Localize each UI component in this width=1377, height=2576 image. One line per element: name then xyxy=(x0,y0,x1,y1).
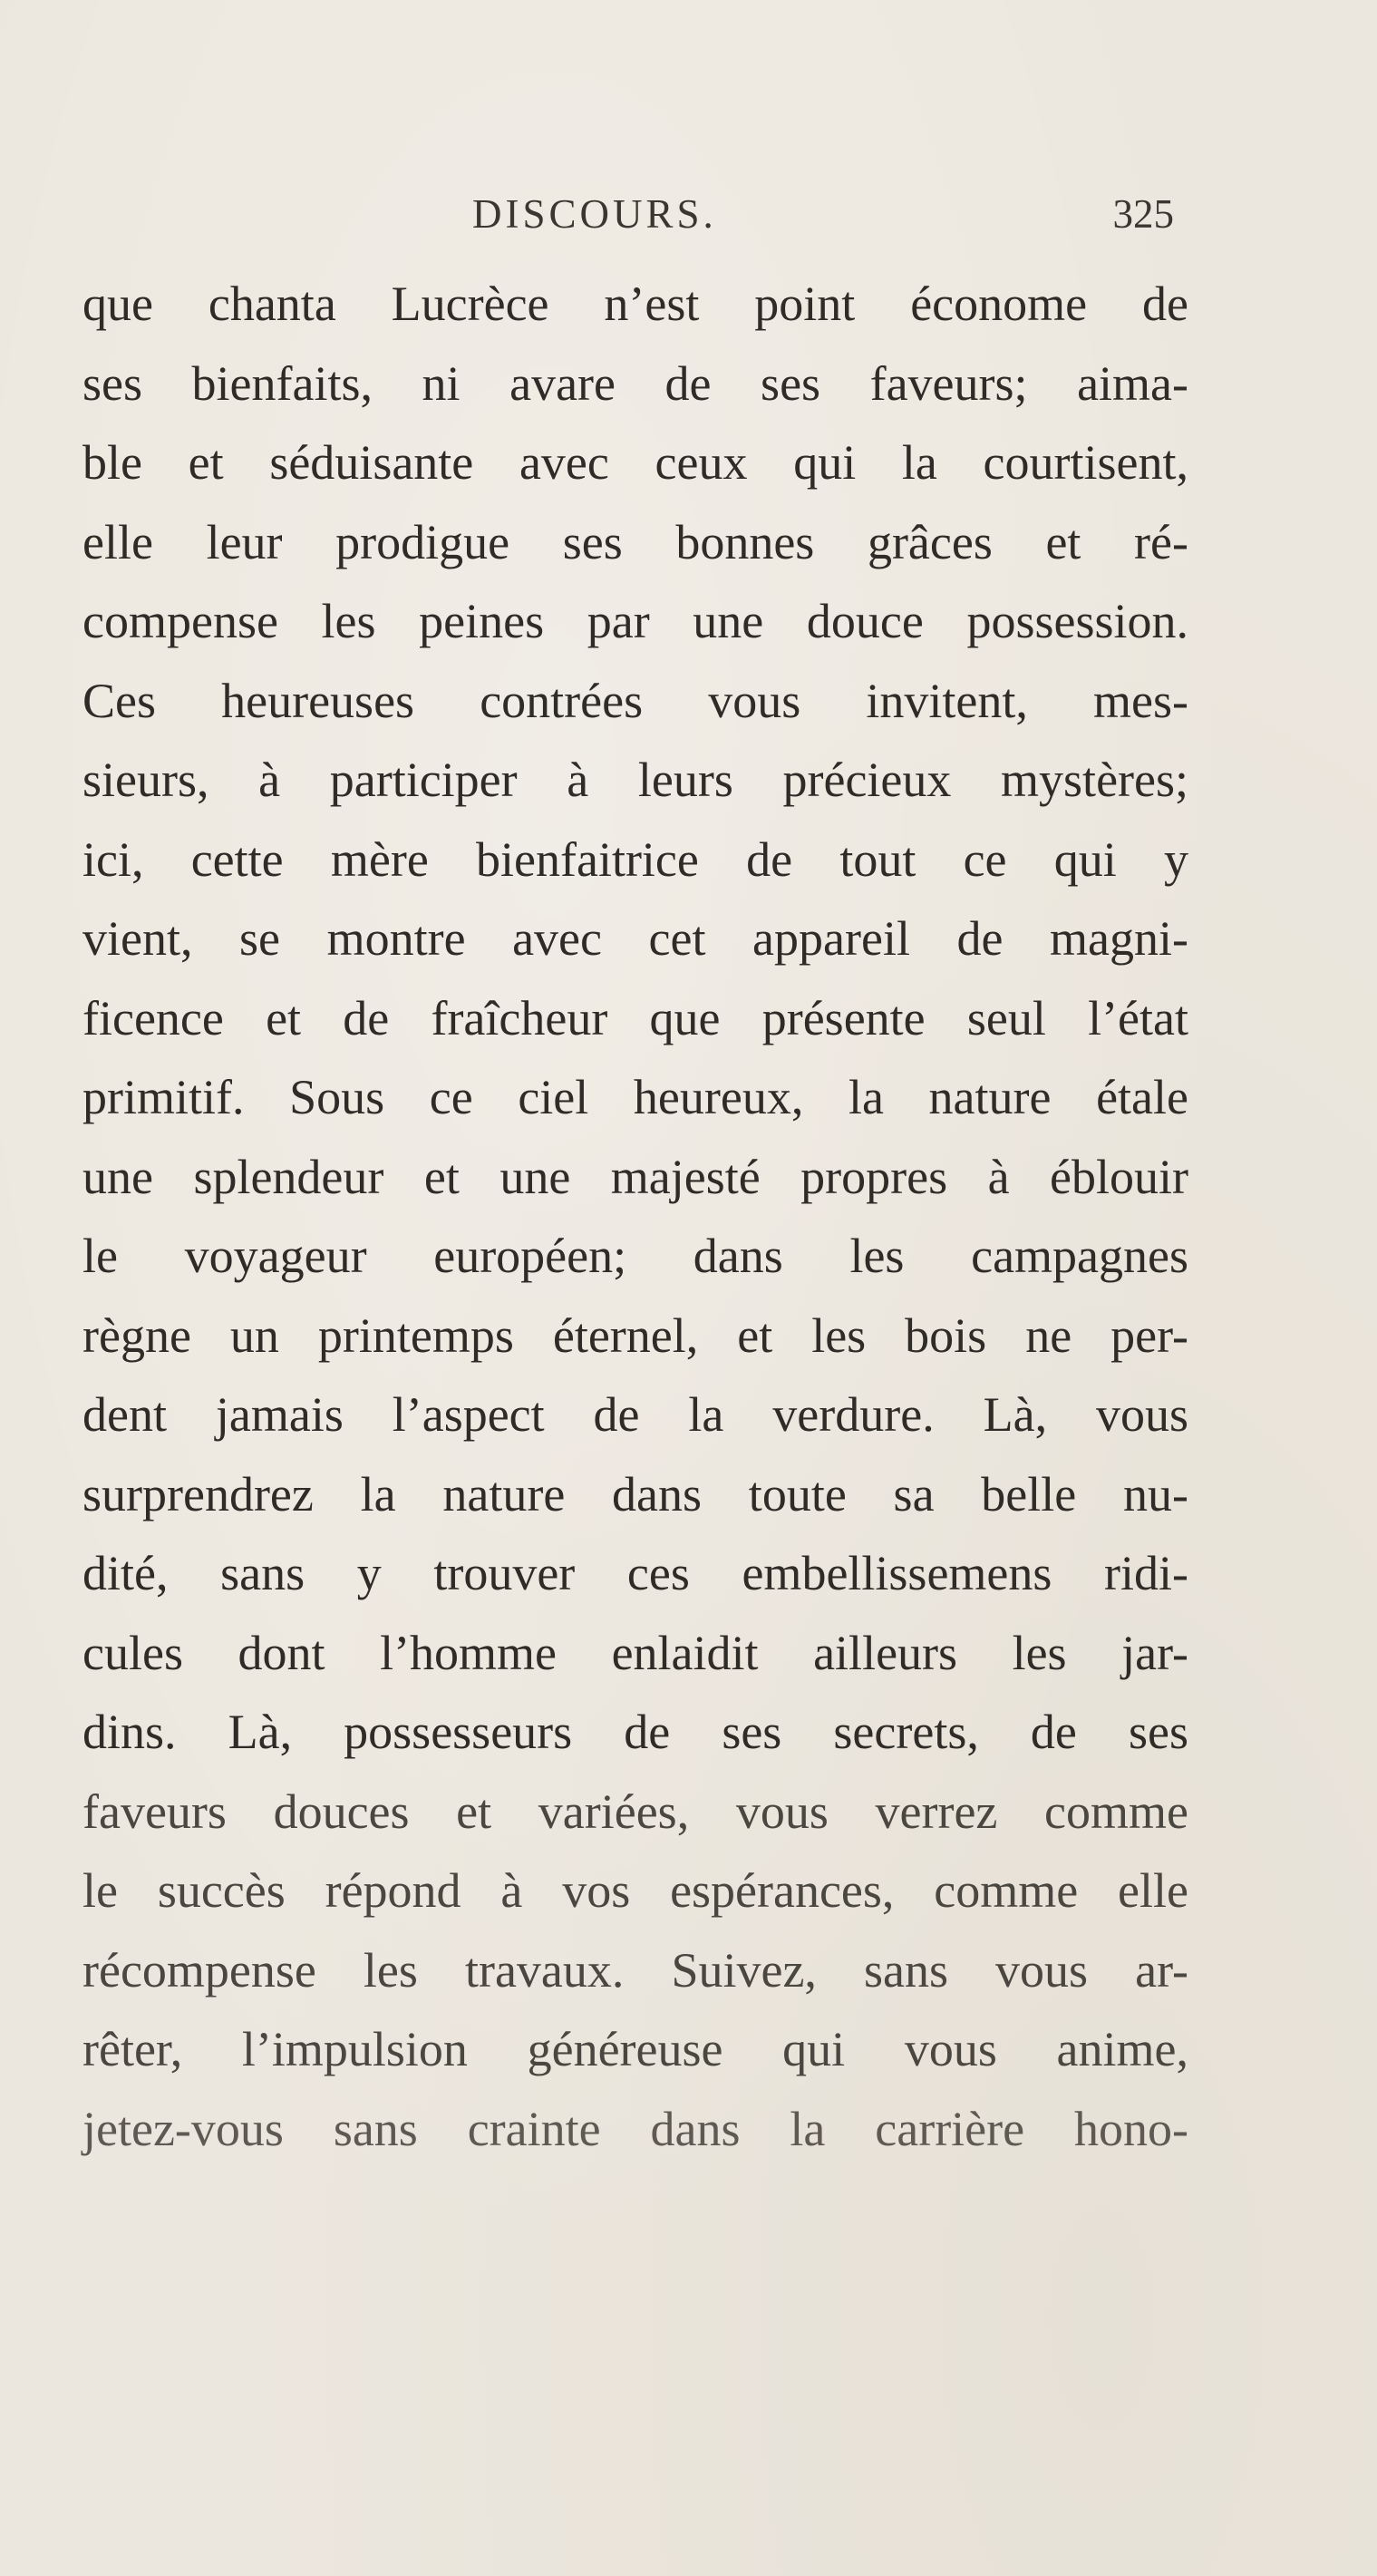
text-line: Ces heureuses contrées vous invitent, mes- xyxy=(82,673,1188,728)
text-line: règne un printemps éternel, et les bois ne per- xyxy=(82,1307,1188,1363)
text-line: jetez-vous sans crainte dans la carrière hono- xyxy=(82,2101,1188,2156)
text-line: vient, se montre avec cet appareil de magni- xyxy=(82,911,1188,966)
text-line: cules dont l’homme enlaidit ailleurs les jar- xyxy=(82,1625,1188,1680)
text-line: dent jamais l’aspect de la verdure. Là, vous xyxy=(82,1387,1188,1442)
text-line: compense les peines par une douce possession. xyxy=(82,594,1188,648)
text-line: récompense les travaux. Suivez, sans vous ar- xyxy=(82,1942,1188,1998)
text-line: dité, sans y trouver ces embellissemens ridi- xyxy=(82,1546,1188,1600)
text-line: une splendeur et une majesté propres à éblouir xyxy=(82,1149,1188,1204)
text-line: le succès répond à vos espérances, comme elle xyxy=(82,1863,1188,1918)
text-line: ficence et de fraîcheur que présente seul l’état xyxy=(82,990,1188,1045)
text-line: faveurs douces et variées, vous verrez comme xyxy=(82,1784,1188,1839)
body-text xyxy=(82,265,1188,2169)
text-line: ses bienfaits, ni avare de ses faveurs; aima- xyxy=(82,355,1188,411)
text-line: le voyageur européen; dans les campagnes xyxy=(82,1229,1188,1283)
text-line: que chanta Lucrèce n’est point économe de xyxy=(82,277,1188,331)
text-line: primitif. Sous ce ciel heureux, la nature étale xyxy=(82,1070,1188,1124)
text-line: ici, cette mère bienfaitrice de tout ce qui y xyxy=(82,831,1188,887)
running-head xyxy=(82,190,1174,245)
page-number: 325 xyxy=(1112,191,1174,237)
running-title: DISCOURS. xyxy=(472,191,717,237)
text-line: rêter, l’impulsion généreuse qui vous anime, xyxy=(82,2022,1188,2076)
text-line: ble et séduisante avec ceux qui la courtisent, xyxy=(82,435,1188,490)
text-line: sieurs, à participer à leurs précieux mystères; xyxy=(82,753,1188,807)
text-line: surprendrez la nature dans toute sa belle nu- xyxy=(82,1466,1188,1521)
text-line: elle leur prodigue ses bonnes grâces et ré- xyxy=(82,514,1188,569)
text-line: dins. Là, possesseurs de ses secrets, de ses xyxy=(82,1705,1188,1759)
